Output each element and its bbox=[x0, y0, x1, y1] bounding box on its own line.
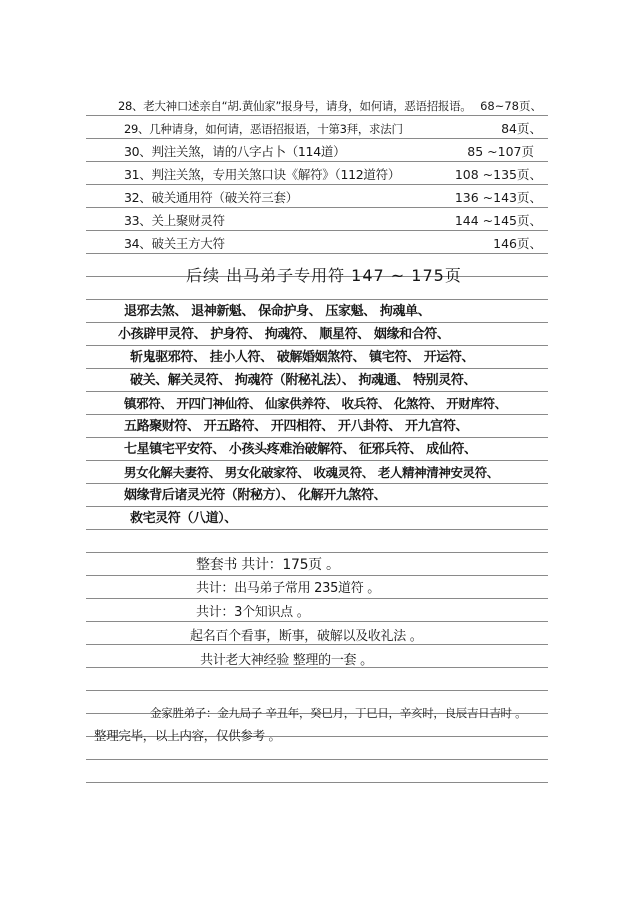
ruled-line bbox=[86, 115, 548, 116]
toc-entry-text: 28、老大神口述亲自“胡.黄仙家”报身号，请身，如何请，恶语招报语。 bbox=[118, 99, 472, 113]
toc-entry-pages: 108 ~135页、 bbox=[454, 167, 542, 182]
talisman-list-line: 五路聚财符、 开五路符、 开四相符、 开八卦符、 开九宫符、 bbox=[124, 419, 469, 434]
talisman-list-line: 七星镇宅平安符、 小孩头疼难治破解符、 征邪兵符、 成仙符、 bbox=[124, 442, 477, 457]
ruled-line bbox=[86, 138, 548, 139]
ruled-line bbox=[86, 437, 548, 438]
talisman-list-line: 男女化解夫妻符、 男女化破家符、 收魂灵符、 老人精神清神安灵符、 bbox=[124, 465, 499, 480]
ruled-line bbox=[86, 345, 548, 346]
ruled-line bbox=[86, 690, 548, 691]
talisman-list-line: 救宅灵符（八道）、 bbox=[130, 511, 237, 526]
ruled-line bbox=[86, 506, 548, 507]
ruled-line bbox=[86, 483, 548, 484]
ruled-line bbox=[86, 414, 548, 415]
ruled-line bbox=[86, 184, 548, 185]
summary-line: 共计：3个知识点 。 bbox=[196, 605, 310, 620]
ruled-line bbox=[86, 552, 548, 553]
toc-entry-pages: 144 ~145页、 bbox=[454, 213, 542, 228]
ruled-line bbox=[86, 621, 548, 622]
ruled-line bbox=[86, 161, 548, 162]
section-heading: 后续 出马弟子专用符 147 ~ 175页 bbox=[186, 266, 462, 285]
toc-entry-pages: 85 ~107页 bbox=[467, 144, 534, 159]
toc-entry-pages: 68~78页、 bbox=[480, 99, 542, 113]
toc-entry-pages: 136 ~143页、 bbox=[454, 190, 542, 205]
ruled-line bbox=[86, 391, 548, 392]
toc-entry-text: 34、破关王方大符 bbox=[124, 236, 225, 251]
talisman-list-line: 镇邪符、 开四门神仙符、 仙家供养符、 收兵符、 化煞符、 开财库符、 bbox=[124, 396, 507, 411]
ruled-line bbox=[86, 230, 548, 231]
toc-entry-text: 31、判注关煞，专用关煞口诀《解符》（112道符） bbox=[124, 167, 401, 182]
ruled-line bbox=[86, 575, 548, 576]
talisman-list-line: 破关、解关灵符、 拘魂符（附秘礼法）、 拘魂通、 特别灵符、 bbox=[130, 373, 477, 388]
ruled-line bbox=[86, 207, 548, 208]
closing-note: 整理完毕，以上内容，仅供参考 。 bbox=[94, 728, 281, 743]
summary-line: 起名百个看事，断事，破解以及收礼法 。 bbox=[190, 629, 423, 644]
talisman-list-line: 退邪去煞、 退神新魁、 保命护身、 压家魁、 拘魂单、 bbox=[124, 304, 431, 319]
ruled-line bbox=[86, 759, 548, 760]
signature-line: 金家胜弟子：金九局子 辛丑年，癸巳月，丁巳日，辛亥时，良辰吉日吉时 。 bbox=[150, 706, 527, 720]
toc-entry-text: 32、破关通用符（破关符三套） bbox=[124, 190, 298, 205]
ruled-line bbox=[86, 460, 548, 461]
ruled-line bbox=[86, 368, 548, 369]
summary-line: 共计老大神经验 整理的一套 。 bbox=[200, 653, 373, 668]
ruled-line bbox=[86, 782, 548, 783]
toc-entry-text: 30、判注关煞，请的八字占卜（114道） bbox=[124, 144, 346, 159]
toc-entry-pages: 84页、 bbox=[501, 121, 542, 136]
ruled-line bbox=[86, 299, 548, 300]
ruled-line bbox=[86, 253, 548, 254]
ruled-line bbox=[86, 598, 548, 599]
summary-line: 共计：出马弟子常用 235道符 。 bbox=[196, 581, 380, 596]
summary-line: 整套书 共计：175页 。 bbox=[196, 557, 340, 573]
talisman-list-line: 小孩辟甲灵符、 护身符、 拘魂符、 顺星符、 姻缘和合符、 bbox=[118, 327, 450, 342]
toc-entry-text: 29、几种请身，如何请，恶语招报语，十第3拜，求法门 bbox=[124, 122, 403, 136]
talisman-list-line: 姻缘背后诸灵光符（附秘方）、 化解开九煞符、 bbox=[124, 488, 387, 503]
ruled-line bbox=[86, 529, 548, 530]
toc-entry-pages: 146页、 bbox=[493, 236, 542, 251]
ruled-line bbox=[86, 322, 548, 323]
ruled-line bbox=[86, 644, 548, 645]
talisman-list-line: 斩鬼驱邪符、 挂小人符、 破解婚姻煞符、 镇宅符、 开运符、 bbox=[130, 350, 475, 365]
toc-entry-text: 33、关上聚财灵符 bbox=[124, 213, 225, 228]
